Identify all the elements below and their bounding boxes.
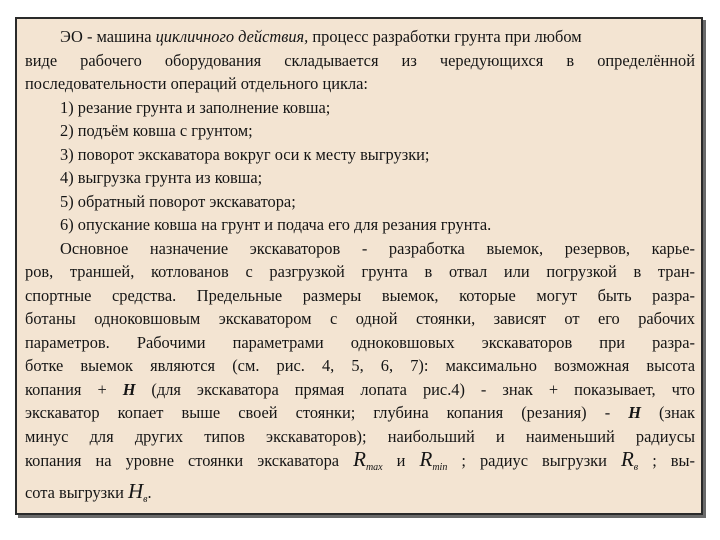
line-17 bbox=[25, 401, 695, 425]
text: ЭО - машина bbox=[60, 27, 156, 46]
line-15: ботке выемок являются (см. рис. 4, 5, 6, 7): максимально возможная высота bbox=[25, 356, 695, 375]
list-item-5: 5) обратный поворот экскаватора; bbox=[60, 191, 296, 211]
line-12: спортные средства. Предельные размеры выемок, которые могут быть разра- bbox=[25, 285, 695, 305]
line-19 bbox=[25, 448, 695, 480]
line-2: виде рабочего оборудования складывается из чередующихся в определённой bbox=[25, 50, 695, 70]
list-item-1: 1) резание грунта и заполнение ковша; bbox=[60, 97, 331, 117]
text: ; вы- bbox=[638, 451, 695, 470]
line-10: Основное назначение экскаваторов - разработка выемок, резервов, карье- bbox=[60, 238, 695, 258]
symbol-R-max: R bbox=[353, 447, 366, 471]
symbol-H-b: H bbox=[127, 478, 144, 503]
text: . bbox=[147, 482, 152, 502]
line-20 bbox=[25, 480, 695, 512]
subscript-min: min bbox=[432, 462, 448, 473]
subscript-b: в bbox=[143, 493, 148, 505]
subscript-b: в bbox=[633, 462, 639, 473]
list-item-3: 3) поворот экскаватора вокруг оси к месту выгрузки; bbox=[60, 144, 430, 164]
line-13: ботаны одноковшовым экскаватором с одной стоянки, зависят от его рабочих bbox=[25, 309, 695, 328]
symbol-R-b: R bbox=[620, 447, 634, 471]
line-14: параметров. Рабочими параметрами одноковшовых экскаваторов при разра- bbox=[25, 332, 695, 352]
slide-frame bbox=[15, 17, 703, 515]
line-18: минус для других типов экскаваторов); наибольший и наименьший радиусы bbox=[25, 426, 695, 446]
text: (знак bbox=[640, 403, 695, 422]
line-16 bbox=[25, 378, 695, 402]
text: процесс разработки грунта при любом bbox=[308, 27, 582, 46]
text: копания + bbox=[25, 379, 123, 399]
text: (для экскаватора прямая лопата рис.4) - знак + показывает, что bbox=[135, 379, 695, 399]
symbol-H: H bbox=[122, 379, 136, 399]
subscript-max: max bbox=[365, 462, 383, 473]
list-item-6: 6) опускание ковша на грунт и подача его для резания грунта. bbox=[60, 215, 492, 234]
line-11: ров, траншей, котлованов с разгрузкой грунта в отвал или погрузкой в тран- bbox=[25, 262, 695, 281]
body-text bbox=[25, 25, 695, 511]
line-3: последовательности операций отдельного цикла: bbox=[25, 74, 368, 93]
text: ; радиус выгрузки bbox=[447, 451, 621, 470]
symbol-H: H bbox=[628, 403, 641, 422]
text: копания на уровне стоянки экскаватора bbox=[25, 451, 354, 470]
italic-term: цикличного действия, bbox=[155, 27, 309, 46]
text: сота выгрузки bbox=[25, 482, 128, 502]
symbol-R-min: R bbox=[419, 447, 433, 471]
list-item-4: 4) выгрузка грунта из ковша; bbox=[60, 168, 263, 187]
text: экскаватор копает выше своей стоянки; глубина копания (резания) - bbox=[25, 403, 629, 422]
text: и bbox=[382, 451, 420, 470]
list-item-2: 2) подъём ковша с грунтом; bbox=[60, 121, 253, 140]
line-1 bbox=[25, 25, 695, 49]
